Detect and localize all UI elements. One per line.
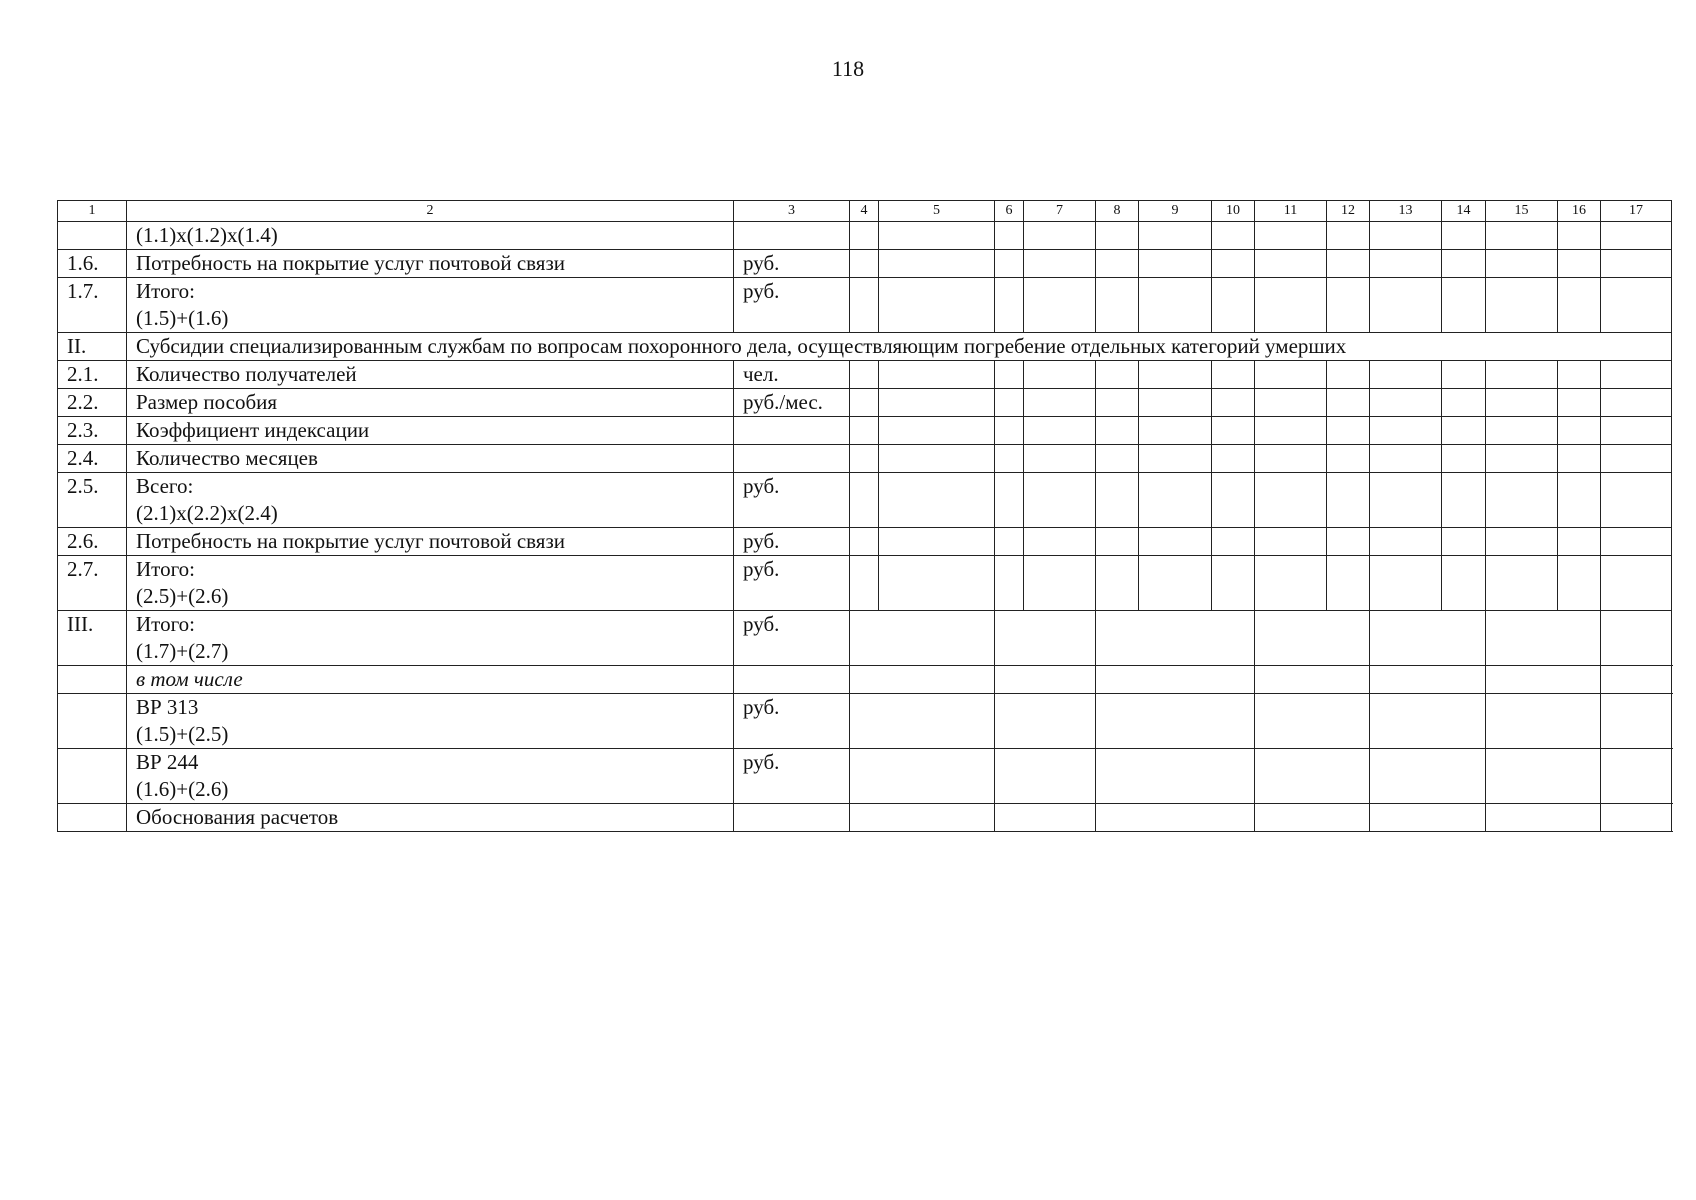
value-cell (1486, 528, 1558, 556)
value-cell (995, 666, 1096, 694)
column-number-9: 9 (1139, 201, 1212, 222)
value-cell (1370, 361, 1442, 389)
value-cell (1024, 250, 1096, 278)
value-cell (995, 694, 1096, 749)
value-cell (1486, 389, 1558, 417)
value-cell (1486, 445, 1558, 473)
value-cell (1096, 361, 1139, 389)
value-cell (1255, 278, 1327, 333)
value-cell (1096, 278, 1139, 333)
value-cell (1212, 389, 1255, 417)
row-number: 2.6. (58, 528, 127, 556)
column-number-17: 17 (1601, 201, 1672, 222)
value-cell (1601, 611, 1672, 666)
value-cell (1327, 556, 1370, 611)
value-cell (1024, 389, 1096, 417)
value-cell (1024, 278, 1096, 333)
value-cell (1327, 417, 1370, 445)
value-cell (1212, 361, 1255, 389)
value-cell (1096, 556, 1139, 611)
column-number-15: 15 (1486, 201, 1558, 222)
cell-text: Размер пособия (136, 390, 278, 414)
value-cell (1212, 528, 1255, 556)
value-cell (1601, 556, 1672, 611)
value-cell (995, 611, 1096, 666)
value-cell (850, 804, 995, 832)
cell-text: (2.1)х(2.2)х(2.4) (136, 501, 278, 525)
row-unit (734, 804, 850, 832)
value-cell (1370, 389, 1442, 417)
row-unit: руб. (734, 473, 850, 528)
value-cell (995, 556, 1024, 611)
value-cell (1255, 694, 1370, 749)
value-cell (1370, 666, 1486, 694)
value-cell (995, 222, 1024, 250)
value-cell (1096, 473, 1139, 528)
value-cell (1370, 528, 1442, 556)
row-unit: руб. (734, 749, 850, 804)
value-cell (879, 389, 995, 417)
cell-text: Итого: (136, 279, 195, 303)
value-cell (1255, 528, 1327, 556)
value-cell (1486, 222, 1558, 250)
value-cell (850, 389, 879, 417)
value-cell (1601, 445, 1672, 473)
table-row (58, 361, 1672, 389)
value-cell (1601, 389, 1672, 417)
column-number-14: 14 (1442, 201, 1486, 222)
value-cell (850, 222, 879, 250)
value-cell (1442, 278, 1486, 333)
value-cell (850, 528, 879, 556)
value-cell (995, 250, 1024, 278)
row-label (127, 361, 734, 389)
value-cell (1558, 556, 1601, 611)
value-cell (1601, 222, 1672, 250)
row-label (127, 749, 734, 804)
table-row (58, 749, 1672, 804)
value-cell (1558, 361, 1601, 389)
value-cell (1139, 250, 1212, 278)
row-number: 2.2. (58, 389, 127, 417)
table-row (58, 333, 1672, 361)
value-cell (1442, 417, 1486, 445)
row-label (127, 278, 734, 333)
column-number-13: 13 (1370, 201, 1442, 222)
table-row (58, 473, 1672, 528)
row-number (58, 749, 127, 804)
table-row (58, 804, 1672, 832)
table-row (58, 250, 1672, 278)
row-number: 2.4. (58, 445, 127, 473)
row-label (127, 417, 734, 445)
column-number-16: 16 (1558, 201, 1601, 222)
row-number: 2.5. (58, 473, 127, 528)
row-number: 1.6. (58, 250, 127, 278)
row-label (127, 804, 734, 832)
value-cell (995, 417, 1024, 445)
value-cell (1558, 445, 1601, 473)
cell-text: Потребность на покрытие услуг почтовой связи (136, 529, 565, 553)
value-cell (1370, 694, 1486, 749)
value-cell (1601, 250, 1672, 278)
value-cell (879, 222, 995, 250)
value-cell (1255, 749, 1370, 804)
value-cell (1139, 417, 1212, 445)
cell-text: Обоснования расчетов (136, 805, 339, 829)
value-cell (1096, 804, 1255, 832)
row-label (127, 445, 734, 473)
column-number-3: 3 (734, 201, 850, 222)
row-unit: руб. (734, 611, 850, 666)
value-cell (1024, 361, 1096, 389)
value-cell (1442, 473, 1486, 528)
table-row (58, 417, 1672, 445)
value-cell (1601, 417, 1672, 445)
row-unit: чел. (734, 361, 850, 389)
cell-text: (1.1)х(1.2)х(1.4) (136, 223, 278, 247)
value-cell (1370, 611, 1486, 666)
value-cell (1486, 250, 1558, 278)
value-cell (1096, 611, 1255, 666)
row-label (127, 666, 734, 694)
column-number-6: 6 (995, 201, 1024, 222)
value-cell (850, 278, 879, 333)
value-cell (1255, 417, 1327, 445)
value-cell (1370, 804, 1486, 832)
row-number: 2.3. (58, 417, 127, 445)
value-cell (1255, 666, 1370, 694)
value-cell (879, 250, 995, 278)
value-cell (1601, 804, 1672, 832)
value-cell (879, 278, 995, 333)
value-cell (1558, 278, 1601, 333)
value-cell (1212, 250, 1255, 278)
cell-text: (1.5)+(2.5) (136, 722, 229, 746)
column-number-4: 4 (850, 201, 879, 222)
table-header-row (58, 201, 1672, 222)
cell-text: в том числе (136, 667, 243, 691)
value-cell (1096, 250, 1139, 278)
value-cell (1601, 473, 1672, 528)
value-cell (1370, 278, 1442, 333)
value-cell (1139, 528, 1212, 556)
value-cell (1327, 250, 1370, 278)
value-cell (1255, 804, 1370, 832)
value-cell (850, 473, 879, 528)
row-label (127, 389, 734, 417)
row-number: 1.7. (58, 278, 127, 333)
value-cell (1139, 361, 1212, 389)
cell-text: Количество получателей (136, 362, 357, 386)
value-cell (1370, 556, 1442, 611)
value-cell (1601, 528, 1672, 556)
row-label (127, 556, 734, 611)
value-cell (1486, 278, 1558, 333)
value-cell (1255, 445, 1327, 473)
value-cell (1139, 556, 1212, 611)
value-cell (1442, 389, 1486, 417)
row-unit (734, 445, 850, 473)
table-row (58, 528, 1672, 556)
value-cell (1558, 250, 1601, 278)
value-cell (1255, 473, 1327, 528)
value-cell (1442, 528, 1486, 556)
value-cell (1486, 361, 1558, 389)
value-cell (1255, 556, 1327, 611)
value-cell (1327, 278, 1370, 333)
table-row (58, 611, 1672, 666)
value-cell (850, 250, 879, 278)
cell-text: (2.5)+(2.6) (136, 584, 229, 608)
column-number-11: 11 (1255, 201, 1327, 222)
value-cell (1327, 528, 1370, 556)
row-label (127, 611, 734, 666)
value-cell (1024, 445, 1096, 473)
value-cell (1370, 417, 1442, 445)
column-number-2: 2 (127, 201, 734, 222)
row-label (127, 473, 734, 528)
table-row (58, 666, 1672, 694)
row-number (58, 804, 127, 832)
value-cell (1486, 417, 1558, 445)
value-cell (1139, 389, 1212, 417)
value-cell (995, 473, 1024, 528)
table-row (58, 278, 1672, 333)
row-unit: руб. (734, 250, 850, 278)
value-cell (1558, 473, 1601, 528)
value-cell (879, 361, 995, 389)
cell-text: ВР 313 (136, 695, 199, 719)
value-cell (1601, 361, 1672, 389)
row-number (58, 694, 127, 749)
value-cell (1327, 473, 1370, 528)
row-unit: руб. (734, 556, 850, 611)
value-cell (1442, 222, 1486, 250)
value-cell (1601, 694, 1672, 749)
cell-text: Потребность на покрытие услуг почтовой связи (136, 251, 565, 275)
value-cell (850, 611, 995, 666)
value-cell (879, 445, 995, 473)
value-cell (1096, 749, 1255, 804)
value-cell (1370, 749, 1486, 804)
value-cell (879, 473, 995, 528)
page-number: 118 (831, 56, 865, 81)
value-cell (1096, 389, 1139, 417)
value-cell (1255, 611, 1370, 666)
value-cell (1255, 250, 1327, 278)
value-cell (1486, 556, 1558, 611)
value-cell (1558, 389, 1601, 417)
row-number: II. (58, 333, 127, 361)
value-cell (850, 666, 995, 694)
cell-text: (1.6)+(2.6) (136, 777, 229, 801)
row-unit: руб. (734, 278, 850, 333)
value-cell (1486, 749, 1601, 804)
value-cell (1327, 389, 1370, 417)
row-number (58, 666, 127, 694)
row-label (127, 528, 734, 556)
value-cell (1139, 278, 1212, 333)
value-cell (879, 556, 995, 611)
row-unit: руб. (734, 694, 850, 749)
value-cell (1486, 611, 1601, 666)
cell-text: ВР 244 (136, 750, 199, 774)
value-cell (1486, 473, 1558, 528)
row-unit: руб. (734, 528, 850, 556)
cell-text: Количество месяцев (136, 446, 318, 470)
value-cell (1558, 528, 1601, 556)
cell-text: (1.5)+(1.6) (136, 306, 229, 330)
cell-text: Всего: (136, 474, 194, 498)
cell-text: Итого: (136, 557, 195, 581)
value-cell (850, 694, 995, 749)
value-cell (1212, 278, 1255, 333)
row-number: 2.7. (58, 556, 127, 611)
row-number: 2.1. (58, 361, 127, 389)
table-row (58, 694, 1672, 749)
value-cell (850, 556, 879, 611)
calculation-table (57, 200, 1672, 832)
row-label (127, 222, 734, 250)
value-cell (1442, 556, 1486, 611)
value-cell (1212, 445, 1255, 473)
value-cell (1558, 417, 1601, 445)
value-cell (1024, 473, 1096, 528)
value-cell (1024, 222, 1096, 250)
value-cell (1096, 666, 1255, 694)
value-cell (1096, 417, 1139, 445)
row-unit (734, 666, 850, 694)
column-number-5: 5 (879, 201, 995, 222)
value-cell (1096, 694, 1255, 749)
value-cell (995, 278, 1024, 333)
value-cell (1370, 222, 1442, 250)
value-cell (1139, 445, 1212, 473)
value-cell (1558, 222, 1601, 250)
value-cell (1370, 473, 1442, 528)
value-cell (1139, 222, 1212, 250)
value-cell (1601, 278, 1672, 333)
value-cell (879, 528, 995, 556)
value-cell (1139, 473, 1212, 528)
value-cell (995, 804, 1096, 832)
value-cell (1212, 556, 1255, 611)
row-unit (734, 417, 850, 445)
section-title: Субсидии специализированным службам по вопросам похоронного дела, осуществляющим погребение отдельных категорий умерших (127, 333, 1672, 361)
value-cell (850, 445, 879, 473)
row-label (127, 250, 734, 278)
value-cell (879, 417, 995, 445)
value-cell (1212, 473, 1255, 528)
value-cell (1024, 417, 1096, 445)
value-cell (995, 389, 1024, 417)
value-cell (1255, 222, 1327, 250)
value-cell (1096, 445, 1139, 473)
row-number: III. (58, 611, 127, 666)
value-cell (995, 361, 1024, 389)
column-number-10: 10 (1212, 201, 1255, 222)
value-cell (1486, 804, 1601, 832)
row-unit: руб./мес. (734, 389, 850, 417)
value-cell (1024, 556, 1096, 611)
value-cell (1601, 666, 1672, 694)
value-cell (1212, 222, 1255, 250)
value-cell (1327, 361, 1370, 389)
value-cell (850, 361, 879, 389)
value-cell (995, 749, 1096, 804)
table-row (58, 445, 1672, 473)
value-cell (1442, 445, 1486, 473)
cell-text: Коэффициент индексации (136, 418, 370, 442)
value-cell (1601, 749, 1672, 804)
value-cell (1442, 361, 1486, 389)
value-cell (850, 749, 995, 804)
column-number-1: 1 (58, 201, 127, 222)
cell-text: Итого: (136, 612, 195, 636)
row-label (127, 694, 734, 749)
table-row (58, 222, 1672, 250)
row-unit (734, 222, 850, 250)
value-cell (1486, 694, 1601, 749)
value-cell (1486, 666, 1601, 694)
row-number (58, 222, 127, 250)
table-row (58, 389, 1672, 417)
value-cell (995, 445, 1024, 473)
table-row (58, 556, 1672, 611)
value-cell (850, 417, 879, 445)
value-cell (1024, 528, 1096, 556)
value-cell (1255, 361, 1327, 389)
value-cell (1096, 528, 1139, 556)
value-cell (1442, 250, 1486, 278)
value-cell (1255, 389, 1327, 417)
value-cell (1327, 222, 1370, 250)
value-cell (1370, 250, 1442, 278)
column-number-8: 8 (1096, 201, 1139, 222)
value-cell (1327, 445, 1370, 473)
value-cell (995, 528, 1024, 556)
column-number-12: 12 (1327, 201, 1370, 222)
cell-text: (1.7)+(2.7) (136, 639, 229, 663)
value-cell (1212, 417, 1255, 445)
column-number-7: 7 (1024, 201, 1096, 222)
value-cell (1096, 222, 1139, 250)
value-cell (1370, 445, 1442, 473)
